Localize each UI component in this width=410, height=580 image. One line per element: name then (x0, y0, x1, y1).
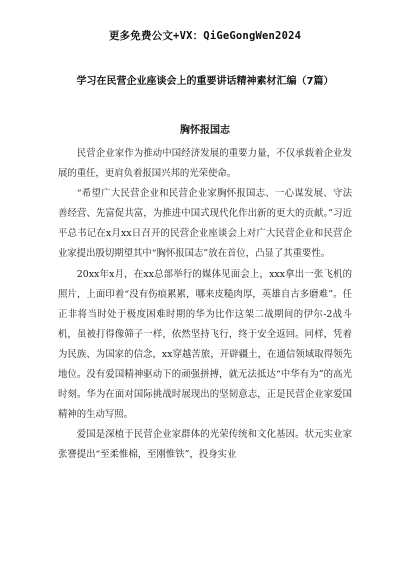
promo-header: 更多免费公文+VX：QiGeGongWen2024 (108, 30, 302, 42)
paragraph-2: “希望广大民营企业和民营企业家胸怀报国志、一心谋发展、守法善经营、先富促共富，为推进中国式现代化作出新的更大的贡献。”习近平总书记在x月xx日召开的民营企业座谈会上对广大民营企业和民营企业家提出殷切期望其中“胸怀报国志”放在首位，凸显了其重要性。 (58, 188, 352, 260)
paragraph-1: 民营企业家作为推动中国经济发展的重要力量，不仅承载着企业发展的重任，更肩负着报国兴邦的光荣使命。 (58, 148, 352, 180)
document-title: 学习在民营企业座谈会上的重要讲话精神素材汇编（7篇） (76, 76, 334, 87)
section-heading: 胸怀报国志 (180, 125, 230, 136)
paragraph-4: 爱国是深植于民营企业家群体的光荣传统和文化基因。状元实业家张謇提出“至柔惟棉，至刚惟铁”，投身实业 (58, 429, 352, 461)
paragraph-3: 20xx年x月，在xx总部举行的媒体见面会上，xxx拿出一张飞机的照片，上面印着“没有伤痕累累，哪来皮糙肉厚，英雄自古多磨难”。任正非将当时处于极度困难时期的华为比作这架二战期间的伊尔-2战斗机，虽被打得像筛子一样，依然坚持飞行，终于安全返回。同样，凭着为民族、为国家的信念，xx穿越苦旅，开辟疆土，在通信领域取得领先地位。没有爱国精神驱动下的顽强拼搏，就无法抵达“中华有为”的高光时刻。华为在面对国际挑战时展现出的坚韧意志，正是民营企业家爱国精神的生动写照。 (58, 268, 352, 421)
document-body (58, 144, 352, 466)
